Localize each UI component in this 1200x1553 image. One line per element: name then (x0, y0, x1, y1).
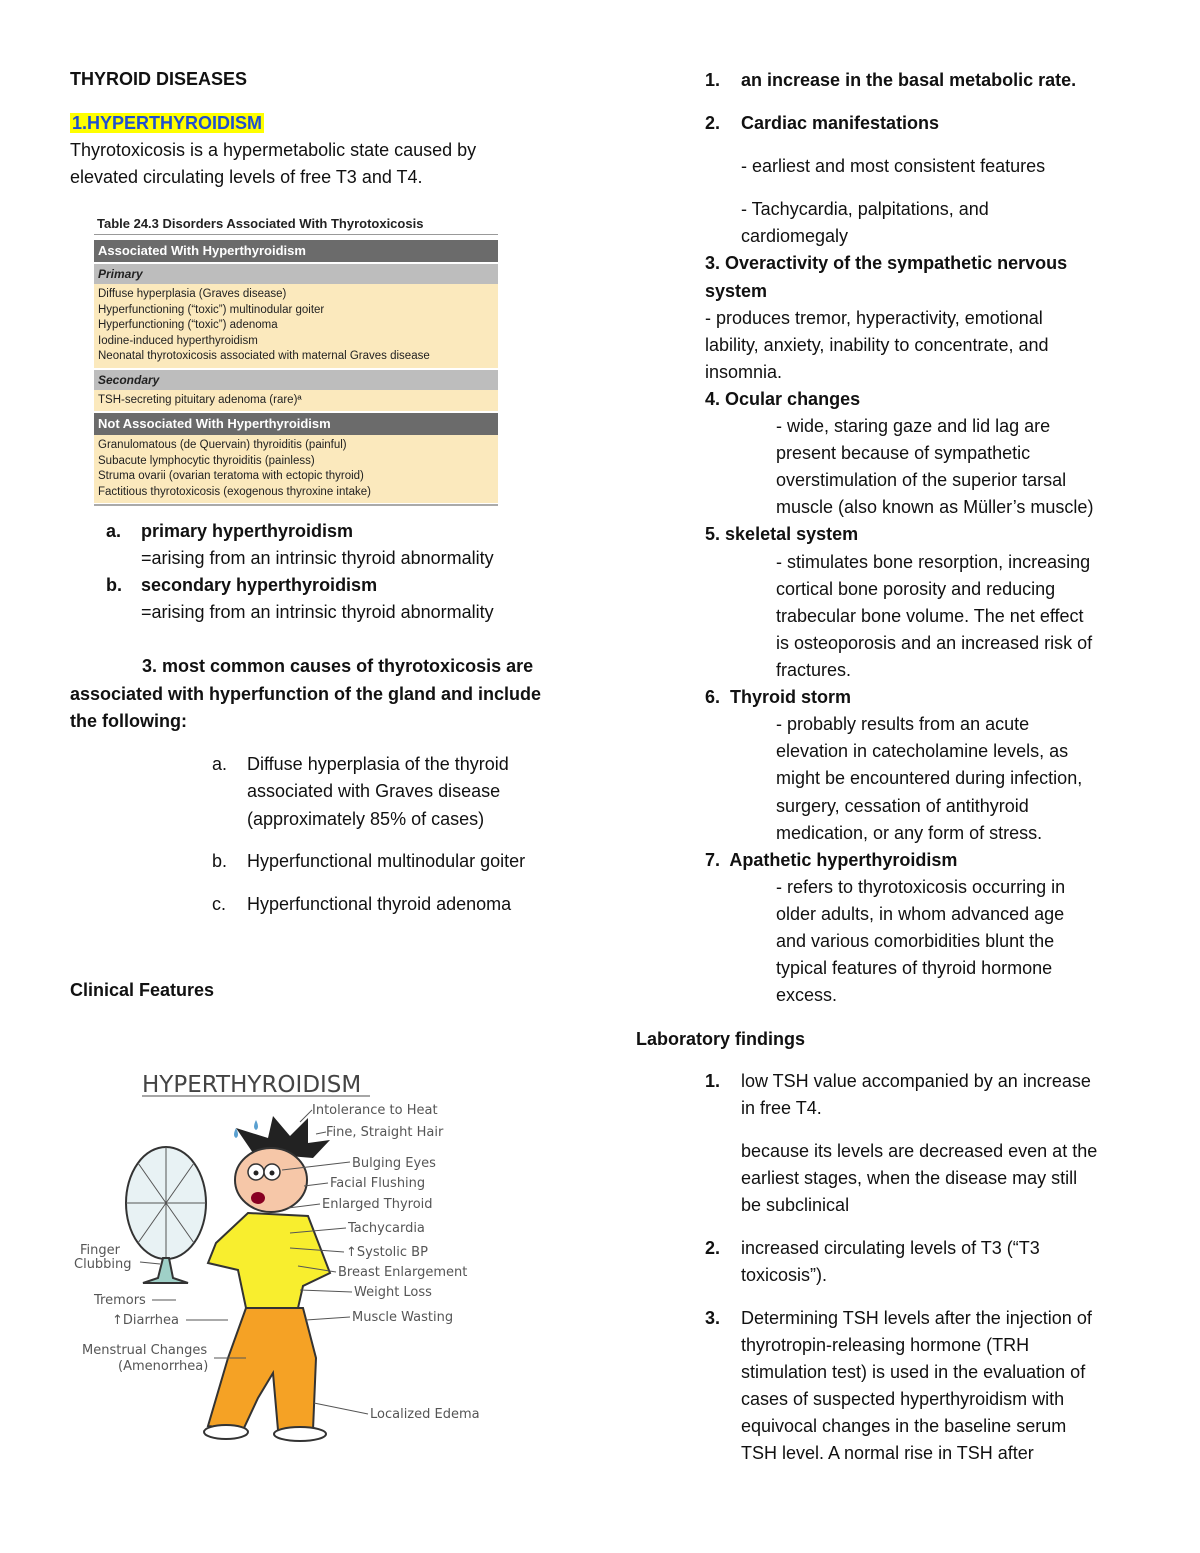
lab-3-line-5: equivocal changes in the baseline serum (741, 1416, 1067, 1436)
feature-3-heading (705, 250, 1067, 277)
feature-title-3: Overactivity of the sympathetic nervous (725, 253, 1068, 273)
label-fine-straight-hair: Fine, Straight Hair (326, 1125, 444, 1140)
cause-b-line-1: Hyperfunctional multinodular goiter (247, 851, 526, 871)
feature-num-4: 4. (705, 389, 721, 409)
lab-3-line-6: TSH level. A normal rise in TSH after (741, 1443, 1034, 1463)
feature-7-line-3: and various comorbidities blunt the (776, 931, 1055, 951)
feature-num-7: 7. (705, 850, 721, 870)
table-primary-label: Primary (94, 264, 498, 284)
intro-line-2: elevated circulating levels of free T3 and T4. (70, 167, 423, 187)
feature-title-5: skeletal system (725, 524, 859, 544)
feature-3-line-3: insomnia. (705, 362, 783, 382)
lab-3-line-1: Determining TSH levels after the injection of (741, 1308, 1092, 1328)
feature-title-3-cont: system (705, 281, 768, 301)
table-secondary-label: Secondary (94, 370, 498, 390)
feature-4-heading (705, 386, 860, 413)
lab-1-line-1: low TSH value accompanied by an increase (741, 1071, 1091, 1091)
feature-num-3: 3. (705, 253, 721, 273)
label-enlarged-thyroid: Enlarged Thyroid (322, 1197, 433, 1212)
feature-6-line-3: might be encountered during infection, (776, 768, 1083, 788)
feature-5-line-5: fractures. (776, 660, 852, 680)
lab-3-line-4: cases of suspected hyperthyroidism with (741, 1389, 1065, 1409)
label-breast-enlargement: Breast Enlargement (338, 1265, 468, 1280)
feature-title-1: an increase in the basal metabolic rate. (741, 70, 1077, 90)
feature-title-4: Ocular changes (725, 389, 861, 409)
cause-a-line-2: associated with Graves disease (247, 781, 501, 801)
table-row: Neonatal thyrotoxicosis associated with maternal Graves disease (98, 350, 430, 362)
label-bulging-eyes: Bulging Eyes (352, 1156, 436, 1171)
feature-6-line-5: medication, or any form of stress. (776, 823, 1043, 843)
cause-c-line-1: Hyperfunctional thyroid adenoma (247, 894, 512, 914)
feature-3-line-2: lability, anxiety, inability to concentrate, and (705, 335, 1049, 355)
feature-4-line-4: muscle (also known as Müller’s muscle) (776, 497, 1094, 517)
feature-title-2: Cardiac manifestations (741, 113, 940, 133)
feature-7-line-5: excess. (776, 985, 838, 1005)
label-menstrual-changes: Menstrual Changes (82, 1343, 208, 1358)
lab-2-line-2: toxicosis”). (741, 1265, 828, 1285)
label-intolerance-to-heat: Intolerance to Heat (312, 1103, 438, 1118)
label-tachycardia: Tachycardia (348, 1221, 425, 1236)
table-row: Granulomatous (de Quervain) thyroiditis (painful) (98, 439, 347, 451)
lab-1-line-2: in free T4. (741, 1098, 822, 1118)
table-row: Factitious thyrotoxicosis (exogenous thyroxine intake) (98, 485, 371, 498)
clinical-features-heading: Clinical Features (70, 980, 215, 1000)
cause-a-line-1: Diffuse hyperplasia of the thyroid (247, 754, 509, 774)
feature-5-line-4: is osteoporosis and an increased risk of (776, 633, 1093, 653)
table-not-assoc-header: Not Associated With Hyperthyroidism (94, 413, 498, 435)
lab-1-extra-3: be subclinical (741, 1195, 850, 1215)
table-title: Table 24.3 Disorders Associated With Thyrotoxicosis (97, 216, 424, 231)
feature-5-line-1: - stimulates bone resorption, increasing (776, 552, 1091, 572)
feature-4-line-2: present because of sympathetic (776, 443, 1031, 463)
feature-2-line-2: - Tachycardia, palpitations, and (741, 199, 989, 219)
feature-num-5: 5. (705, 524, 721, 544)
patient-figure-icon (204, 1116, 330, 1441)
lab-num-3: 3. (705, 1308, 721, 1328)
table-primary-items (94, 284, 498, 368)
label-finger: Finger (80, 1243, 120, 1258)
feature-num-6: 6. (705, 687, 721, 707)
table-row: Hyperfunctioning (“toxic”) multinodular goiter (98, 303, 325, 316)
causes-line-3: the following: (70, 711, 187, 731)
table-row: Hyperfunctioning (“toxic”) adenoma (98, 319, 278, 331)
feature-2-line-1: - earliest and most consistent features (741, 156, 1046, 176)
causes-line-2: associated with hyperfunction of the gland and include (70, 684, 542, 704)
section-heading-text: 1.HYPERTHYROIDISM (72, 113, 263, 133)
feature-7-line-4: typical features of thyroid hormone (776, 958, 1053, 978)
cause-marker-b: b. (212, 851, 228, 871)
hyperthyroidism-illustration (68, 1058, 488, 1448)
label-tremors: Tremors (94, 1293, 146, 1308)
type-def-secondary: =arising from an intrinsic thyroid abnormality (141, 602, 494, 622)
table-row: Subacute lymphocytic thyroiditis (painless) (98, 454, 315, 467)
section-heading (70, 110, 264, 137)
causes-line-1: 3. most common causes of thyrotoxicosis are (142, 656, 534, 676)
label-facial-flushing: Facial Flushing (330, 1176, 426, 1191)
lab-num-1: 1. (705, 1071, 721, 1091)
label-amenorrhea: (Amenorrhea) (118, 1359, 209, 1374)
lab-num-2: 2. (705, 1238, 721, 1258)
feature-title-6: Thyroid storm (730, 687, 852, 707)
feature-num-2: 2. (705, 113, 721, 133)
lab-1-extra-2: earliest stages, when the disease may still (741, 1168, 1078, 1188)
type-term-secondary: secondary hyperthyroidism (141, 575, 378, 595)
lab-findings-heading: Laboratory findings (636, 1029, 806, 1049)
feature-4-line-3: overstimulation of the superior tarsal (776, 470, 1067, 490)
lab-3-line-3: stimulation test) is used in the evaluation of (741, 1362, 1086, 1382)
feature-5-line-2: cortical bone porosity and reducing (776, 579, 1056, 599)
table-not-assoc-items (94, 435, 498, 503)
feature-7-heading (705, 847, 957, 874)
lab-1-extra-1: because its levels are decreased even at the (741, 1141, 1098, 1161)
fan-icon (126, 1147, 206, 1283)
table-assoc-header: Associated With Hyperthyroidism (94, 240, 498, 262)
feature-6-line-2: elevation in catecholamine levels, as (776, 741, 1069, 761)
type-marker-a: a. (106, 521, 122, 541)
feature-7-line-2: older adults, in whom advanced age (776, 904, 1065, 924)
label-weight-loss: Weight Loss (354, 1285, 432, 1300)
cause-marker-a: a. (212, 754, 228, 774)
cause-a-line-3: (approximately 85% of cases) (247, 809, 485, 829)
label-systolic-bp: ↑Systolic BP (346, 1245, 428, 1260)
cause-marker-c: c. (212, 894, 227, 914)
table-row: Iodine-induced hyperthyroidism (98, 334, 258, 347)
table-row: Struma ovarii (ovarian teratoma with ectopic thyroid) (98, 470, 364, 482)
feature-3-line-1: - produces tremor, hyperactivity, emotional (705, 308, 1043, 328)
feature-7-line-1: - refers to thyrotoxicosis occurring in (776, 877, 1066, 897)
feature-5-line-3: trabecular bone volume. The net effect (776, 606, 1084, 626)
label-muscle-wasting: Muscle Wasting (352, 1310, 454, 1325)
feature-6-heading (705, 684, 851, 711)
feature-num-1: 1. (705, 70, 721, 90)
table-secondary-items (94, 390, 498, 412)
feature-2-line-3: cardiomegaly (741, 226, 849, 246)
lab-2-line-1: increased circulating levels of T3 (“T3 (741, 1238, 1040, 1258)
document-title: THYROID DISEASES (70, 69, 248, 89)
disorders-table (94, 214, 498, 508)
table-row: TSH-secreting pituitary adenoma (rare)ª (98, 393, 302, 406)
label-diarrhea: ↑Diarrhea (112, 1313, 179, 1328)
label-clubbing: Clubbing (74, 1257, 132, 1272)
type-def-primary: =arising from an intrinsic thyroid abnormality (141, 548, 494, 568)
type-marker-b: b. (106, 575, 122, 595)
illustration-title: HYPERTHYROIDISM (142, 1072, 362, 1098)
feature-6-line-4: surgery, cessation of antithyroid (776, 796, 1029, 816)
lab-3-line-2: thyrotropin-releasing hormone (TRH (741, 1335, 1030, 1355)
feature-6-line-1: - probably results from an acute (776, 714, 1030, 734)
intro-line-1: Thyrotoxicosis is a hypermetabolic state caused by (70, 140, 477, 160)
label-localized-edema: Localized Edema (370, 1407, 480, 1422)
type-term-primary: primary hyperthyroidism (141, 521, 354, 541)
feature-4-line-1: - wide, staring gaze and lid lag are (776, 416, 1051, 436)
feature-5-heading (705, 521, 858, 548)
feature-title-7: Apathetic hyperthyroidism (729, 850, 958, 870)
table-row: Diffuse hyperplasia (Graves disease) (98, 288, 287, 300)
